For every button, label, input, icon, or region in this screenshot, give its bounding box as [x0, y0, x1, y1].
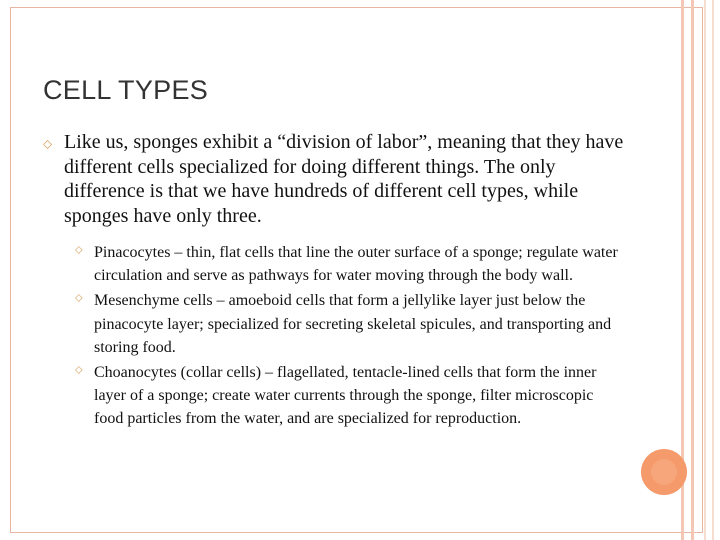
decor-rail — [704, 0, 706, 540]
cell-type-text: Mesenchyme cells – amoeboid cells that form a jellylike layer just below the pinacocyte layer; specialized for secreting skeletal spicules, and transporting and storing food. — [94, 292, 612, 356]
decor-circle-inner — [651, 459, 677, 485]
list-item — [75, 289, 620, 359]
cell-type-text: Pinacocytes – thin, flat cells that line the outer surface of a sponge; regulate water circulation and serve as pathways for water moving through the body wall. — [94, 244, 618, 285]
list-item — [75, 361, 620, 431]
decor-rail — [712, 0, 714, 540]
cell-type-text: Choanocytes (collar cells) – flagellated, tentacle-lined cells that form the inner layer of a sponge; create water currents through the sponge, filter microscopic food particles from the water, and are specialized for reproduction. — [94, 364, 597, 428]
decor-circle — [641, 449, 687, 495]
bullet-icon: ⬦ — [75, 244, 83, 256]
decor-rail — [691, 0, 694, 540]
bullet-icon: ⬦ — [75, 292, 83, 305]
list-item — [75, 241, 620, 287]
bullet-icon: ⬦ — [75, 364, 83, 377]
bullet-icon: ⬦ — [43, 136, 53, 151]
cell-type-list — [75, 241, 620, 433]
main-point-text: Like us, sponges exhibit a “division of labor”, meaning that they have different cells specialized for doing different things. The only difference is that we have hundreds of different cell types, while sponges have only three. — [64, 131, 624, 227]
slide-title: CELL TYPES — [43, 75, 209, 105]
